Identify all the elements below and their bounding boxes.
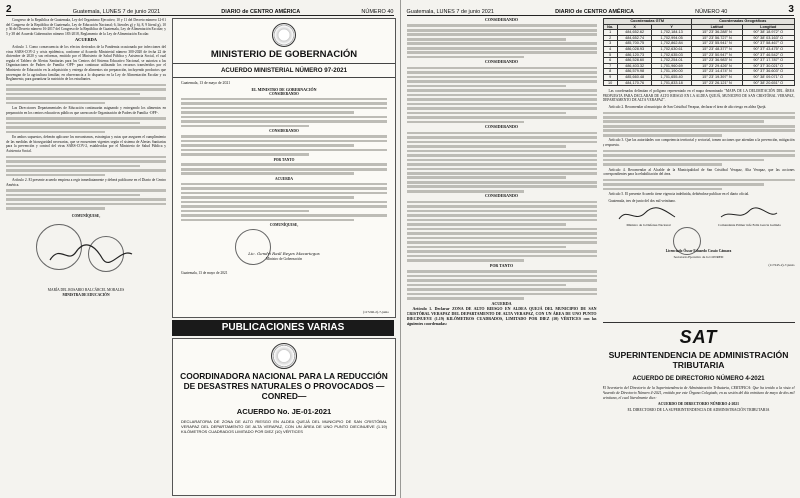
table-cell: 6	[603, 58, 617, 64]
date-note: Guatemala, 13 de mayo de 2021	[181, 271, 228, 276]
table-cell: 486,028.93	[617, 46, 652, 52]
conred-box	[172, 338, 396, 496]
considerando-heading: CONSIDERANDO	[485, 124, 518, 130]
table-cell: 486,120.73	[617, 52, 652, 58]
sat-body: El Secretario del Directorio de la Superintendencia de Administración Tributaria, CERTIFICA: Que ha tenido a la vista el Acuerdo de Directorio Número 4-2021, emitido por este Órgano Colegiado, en su sesión del día veintiuno de mayo de dos mil veintiuno, el cual literalmente dice:	[602, 386, 795, 400]
sat-block	[603, 322, 795, 494]
table-group-header: Coordenadas Geográficas	[691, 19, 794, 25]
handwritten-signature	[46, 242, 136, 266]
coat-of-arms-icon	[272, 23, 296, 47]
table-cell: 1,702,635.03	[652, 52, 692, 58]
table-cell: 484,170.76	[617, 80, 652, 86]
table-cell: 90° 37' 30.021" O	[743, 63, 795, 69]
table-cell: 10	[603, 80, 617, 86]
table-cell: 90° 37' 17.787" O	[743, 58, 795, 64]
article-2: Artículo 2. El presente acuerdo empieza a regir inmediatamente y deberá publicarse en el Diario de Centro América.	[6, 178, 166, 187]
table-cell: 15° 23' 36.983" N	[691, 58, 742, 64]
decree-date: Guatemala, 13 de mayo de 2021	[181, 81, 231, 85]
table-cell: 90° 38' 18.972" O	[743, 30, 795, 36]
signer-title: Ministro de la Defensa Nacional	[626, 223, 671, 228]
table-cell: 1,702,630.61	[652, 46, 692, 52]
conred-org-title: COORDINADORA NACIONAL PARA LA REDUCCIÓN DE DESASTRES NATURALES O PROVOCADOS —CONRED—	[180, 371, 388, 401]
table-cell: 1,701,833.18	[652, 80, 692, 86]
signature-area	[6, 218, 166, 288]
article-4: Artículo 4. Recomendar al Alcalde de la Municipalidad de San Cristóbal Verapaz, Alta Verapaz, que las acciones correspondientes para la rehabilitación del área.	[602, 167, 795, 177]
signer-title: Ministro de Gobernación	[265, 257, 303, 262]
por-tanto-heading: POR TANTO	[489, 262, 514, 268]
sat-closing: EL DIRECTORIO DE LA SUPERINTENDENCIA DE ADMINISTRACIÓN TRIBUTARIA	[627, 408, 770, 413]
table-cell: 484,652.62	[617, 30, 652, 36]
considerando-heading: CONSIDERANDO	[485, 18, 518, 22]
signer-title: MINISTRA DE EDUCACIÓN	[62, 292, 110, 297]
table-cell: 90° 37' 36.603" O	[743, 69, 795, 75]
handwritten-signature	[719, 207, 779, 223]
table-cell: 1,702,254.01	[652, 58, 692, 64]
header-date: Guatemala, LUNES 7 de junio 2021	[72, 9, 161, 15]
sat-acuerdo-repeat: ACUERDO DE DIRECTORIO NÚMERO 4-2021	[657, 402, 740, 407]
coords-note: Las coordenadas delimitan el polígono representado en el mapa denominado "MAPA DE LA DELIMITACIÓN DEL ÁREA PROPUESTA PARA DECLARAR DE ALTO RIESGO EN LA ALDEA QUEJÁ, MUNICIPIO DE SAN CRISTÓBAL VERAPAZ, DEPARTAMENTO DE ALTA VERAPAZ".	[602, 89, 795, 103]
table-cell: 15° 23' 19.397" N	[691, 74, 742, 80]
sat-title: SUPERINTENDENCIA DE ADMINISTRACIÓN TRIBUTARIA	[608, 350, 789, 370]
table-cell: 15° 23' 50.947" N	[691, 52, 742, 58]
coordinates-table	[603, 18, 795, 86]
table-cell: 90° 37' 46.542" O	[743, 52, 795, 58]
table-cell: 1,701,190.00	[652, 69, 692, 75]
table-cell: 90° 38' 09.071" O	[743, 74, 795, 80]
table-cell: 8	[603, 69, 617, 75]
table-cell: 1,702,994.05	[652, 35, 692, 41]
article-2: Artículo 2. Recomendar al municipio de San Cristóbal Verapaz, declarar el área de alto riesgo en aldea Quejá.	[608, 104, 767, 109]
table-cell: 486,579.98	[617, 69, 652, 75]
text-lines	[407, 24, 597, 58]
sat-logo: SAT	[679, 327, 718, 347]
table-cell: 90° 37' 58.467" O	[743, 41, 795, 47]
text-lines	[603, 179, 795, 191]
conred-summary: DECLARATORIA DE ZONA DE ALTO RIESGO EN ALDEA QUEJÁ DEL MUNICIPIO DE SAN CRISTÓBAL VERAPAZ DEL DEPARTAMENTO DE ALTA VERAPAZ, CON UN ÁREA DE UNO PUNTO DIECINUEVE (1.19) KILÓMETROS CUADRADOS LIMITADO POR DIEZ (10) VÉRTICES	[181, 419, 387, 434]
text-lines	[407, 270, 597, 300]
text-lines	[181, 135, 387, 156]
table-cell: 3	[603, 41, 617, 47]
table-cell: 484,652.74	[617, 35, 652, 41]
table-body	[603, 30, 794, 86]
table-cell: 90° 38' 03.163" O	[743, 35, 795, 41]
sat-acuerdo: ACUERDO DE DIRECTORIO NÚMERO 4-2021	[632, 375, 765, 382]
considerando-heading: CONSIDERANDO	[485, 193, 518, 199]
issue-number: NÚMERO 40	[361, 9, 394, 15]
publication-code: (117245-2)-7-junio	[768, 263, 795, 268]
table-cell: 486,528.60	[617, 58, 652, 64]
table-cell: 1,702,862.84	[652, 41, 692, 47]
table-cell: 4	[603, 46, 617, 52]
signer-name: MARÍA DEL ROSARIO BALCÁRCEL MORALES	[47, 288, 125, 293]
considerando-heading: CONSIDERANDO	[269, 129, 299, 134]
table-column-header: Longitud	[743, 24, 795, 30]
article-3: Artículo 3. Que las autoridades con competencia territorial y sectorial, tomen acciones que atiendan a la prevención, mitigación y respuesta.	[602, 138, 795, 147]
page-number: 2	[6, 4, 12, 15]
conred-continued-column	[407, 18, 597, 494]
text-lines	[181, 98, 387, 128]
comuniquese: COMUNÍQUESE,	[269, 223, 299, 228]
publication-code: (117246-2)-7-junio	[362, 310, 389, 314]
article-1: Artículo 1. Declarar ZONA DE ALTO RIESGO EN ALDEA QUEJÁ DEL MUNICIPIO DE SAN CRISTÓBAL VERAPAZ DEL DEPARTAMENTO DE ALTA VERAPAZ, CON UN ÁREA DE UNO PUNTO DIECINUEVE (1.19) KILÓMETROS CUADRADOS, LIMITADO POR DIEZ (10) VÉRTICES con las siguientes coordenadas:	[406, 306, 597, 327]
table-cell: 15° 23' 14.474" N	[691, 69, 742, 75]
signer-title: Secretario Ejecutivo de la CONRED	[673, 255, 724, 260]
page-header	[6, 3, 394, 16]
text-lines	[6, 117, 166, 133]
article-paragraph: En ambos supuestos, deberán aplicarse los mecanismos, estrategias y rutas que aseguren el cumplimiento de las medidas de bioseguridad necesarias, que se encuentren vigentes según el sistema de Alertas Sanitarias para la prevención y control del virus SARS-COV-2, establecidas por el Ministerio de Salud Pública y Asistencia Social.	[6, 135, 166, 154]
newspaper-name: DIARIO de CENTRO AMÉRICA	[555, 9, 635, 15]
table-cell: 15° 23' 48.377" N	[691, 46, 742, 52]
table-cell: 485,660.48	[617, 74, 652, 80]
article-column	[6, 18, 166, 494]
text-lines	[407, 67, 597, 123]
table-cell: 486,403.32	[617, 63, 652, 69]
article-1: Artículo 1. Como consecuencia de los efectos derivados de la Pandemia ocasionada por infecciones del virus SARS-COV-2 y crisis epidémica, conforme al Acuerdo Ministerial número 300-2020 de fecha 22 de diciembre de 2020 y sus reformas, emitido por el Ministerio de Salud Pública y Asistencia Social, el cual regula el Tablero de Alertas Sanitarias para los Centros del Sistema Educativo Nacional, se autoriza a las Organizaciones de Padres de Familia -OPF- para continuar utilizando los recursos transferidos por el Ministerio de Educación en la adquisición y entrega de alimentos sin preparación, incluyendo productos que provengan de la agricultura familiar, en observancia a lo dispuesto en la Ley de Alimentación Escolar y su Reglamento, para garantizar la nutrición de los estudiantes.	[6, 44, 166, 82]
por-tanto-heading: POR TANTO	[273, 157, 295, 162]
table-cell: 15° 23' 36.288" N	[691, 30, 742, 36]
text-lines	[603, 112, 795, 137]
table-cell: 485,700.75	[617, 41, 652, 47]
ministry-decree-box	[172, 18, 396, 318]
comuniquese: COMUNÍQUESE,	[71, 213, 101, 218]
conred-logo-icon	[271, 343, 297, 369]
considerando-heading: CONSIDERANDO	[269, 92, 299, 96]
table-column-header: Latitud	[691, 24, 742, 30]
table-cell: 1,701,655.40	[652, 74, 692, 80]
ministry-title: MINISTERIO DE GOBERNACIÓN	[210, 49, 358, 60]
table-cell: 7	[603, 63, 617, 69]
publicaciones-banner: PUBLICACIONES VARIAS	[172, 320, 394, 336]
page-number: 3	[788, 4, 794, 15]
text-lines	[407, 132, 597, 193]
table-cell: 90° 38' 20.651" O	[743, 80, 795, 86]
issue-number: NÚMERO 40	[695, 9, 728, 15]
place-date: Guatemala, tres de junio del dos mil veintiuno.	[608, 198, 676, 203]
table-cell: 1,702,184.13	[652, 30, 692, 36]
table-cell: 2	[603, 35, 617, 41]
coords-column	[603, 18, 795, 318]
text-lines	[181, 163, 387, 175]
table-cell: 15° 23' 55.941" N	[691, 41, 742, 47]
table-column-header: No.	[603, 24, 617, 30]
conred-acuerdo: ACUERDO No. JE-01-2021	[236, 407, 332, 416]
newspaper-name: DIARIO de CENTRO AMÉRICA	[221, 9, 301, 15]
signature-area	[603, 205, 795, 263]
acuerda-heading: ACUERDA	[75, 37, 97, 43]
table-group-header: Coordenadas GTM	[603, 19, 691, 25]
decree-heading: EL MINISTRO DE GOBERNACIÓN	[251, 87, 317, 92]
table-column-header: X	[617, 24, 652, 30]
table-cell: 15° 23' 29.426" N	[691, 63, 742, 69]
signer-name: Lic. Gendri Raúl Reyes Mazariegos	[248, 251, 320, 257]
table-cell: 15° 23' 26.121" N	[691, 80, 742, 86]
signature-area	[173, 227, 395, 271]
acuerda-heading: ACUERDA	[491, 300, 512, 306]
table-column-header: Y	[652, 24, 692, 30]
decree-subtitle: ACUERDO MINISTERIAL NÚMERO 97-2021	[220, 67, 348, 74]
page-header	[407, 3, 795, 16]
considerando-heading: CONSIDERANDO	[485, 59, 518, 65]
intro-text: Congreso de la República de Guatemala, Ley del Organismo Ejecutivo; 10 y 11 del Decreto número 12-01 del Congreso de la República de Guatemala, Ley de Educación Nacional; 6, literales g) y h), 8, 9 literal g), 10 y 36 del Decreto número 16-2017 del Congreso de la República de Guatemala, Ley de Alimentación Escolar; y 5 y 38 del Acuerdo Gubernativo número 183-2018, Reglamento de la Ley de Alimentación Escolar.	[6, 18, 166, 36]
table-cell: 1,701,960.69	[652, 63, 692, 69]
table-cell: 15° 23' 56.727" N	[691, 35, 742, 41]
text-lines	[603, 150, 795, 166]
page-right	[401, 0, 800, 498]
table-row	[603, 80, 794, 86]
article-paragraph: Las Direcciones Departamentales de Educación continuarán asignando y entregando los alimentos en preparación en los centros educativos públicos que carezcan de Organización de Padres de Familia -OPF-.	[6, 106, 166, 115]
signer-name: Licenciado Óscar Eduardo Cossio Cámara	[665, 249, 732, 254]
table-cell: 5	[603, 52, 617, 58]
text-lines	[6, 156, 166, 177]
table-cell: 90° 37' 43.475" O	[743, 46, 795, 52]
handwritten-signature	[617, 207, 677, 223]
table-cell: 1	[603, 30, 617, 36]
text-lines	[6, 189, 166, 210]
text-lines	[181, 183, 387, 221]
table-cell: 9	[603, 74, 617, 80]
article-5: Artículo 5. El presente Acuerdo tiene vigencia indefinida, debiéndose publicar en el diario oficial.	[608, 192, 750, 197]
text-lines	[6, 84, 166, 105]
header-date: Guatemala, LUNES 7 de junio 2021	[406, 9, 494, 15]
text-lines	[407, 201, 597, 262]
acuerda-heading: ACUERDA	[275, 176, 293, 181]
signer-name: Comandante Primer Jefe Feliz García Galindo	[718, 223, 781, 228]
